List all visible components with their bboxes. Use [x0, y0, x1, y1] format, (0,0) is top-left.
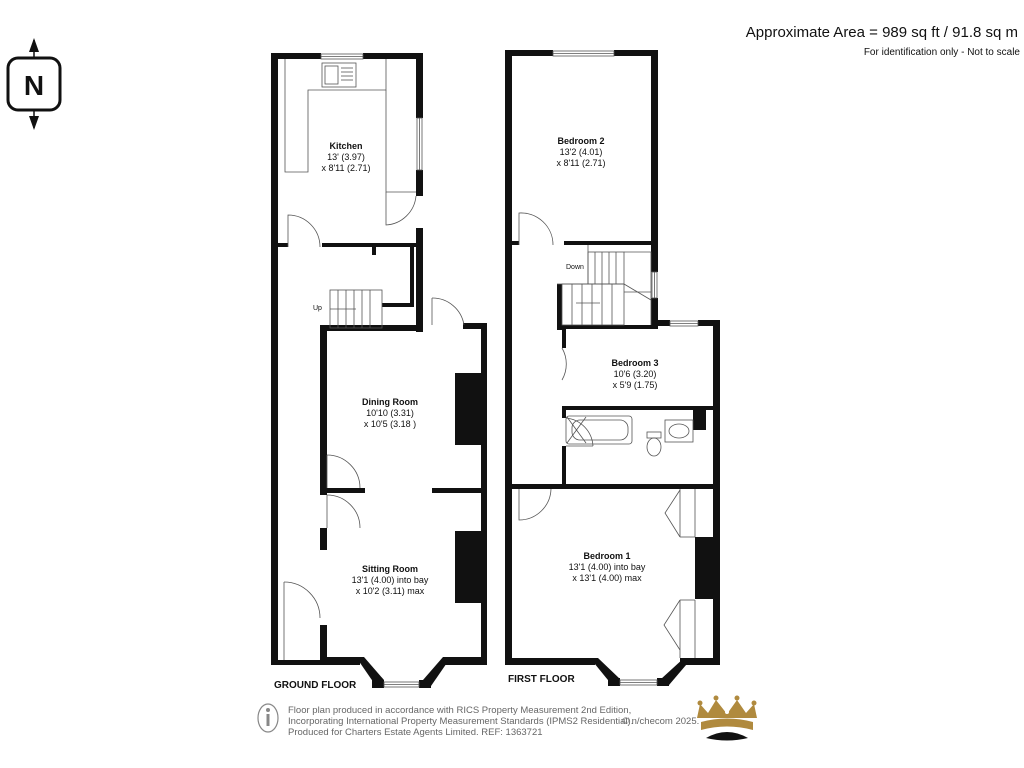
room-name: Dining Room	[362, 397, 418, 407]
ground-floor-label: GROUND FLOOR	[274, 680, 357, 691]
room-dimension: 10'10 (3.31)	[366, 408, 414, 418]
room-label-bedroom-3	[611, 358, 658, 391]
first-floor-fittings	[519, 51, 698, 685]
info-person-icon	[258, 704, 278, 732]
scale-disclaimer: For identification only - Not to scale	[863, 47, 1020, 58]
footer-line: Produced for Charters Estate Agents Limited. REF: 1363721	[288, 727, 543, 738]
room-name: Sitting Room	[362, 564, 418, 574]
north-arrow-icon	[8, 38, 60, 130]
room-dimension: x 8'11 (2.71)	[556, 158, 606, 168]
first-floor-label: FIRST FLOOR	[508, 674, 575, 685]
room-name: Kitchen	[329, 141, 363, 151]
footer-line: Floor plan produced in accordance with RICS Property Measurement 2nd Edition,	[288, 705, 632, 716]
footer-line: Incorporating International Property Measurement Standards (IPMS2 Residential).	[288, 716, 634, 727]
up-stairs-label: Up	[313, 305, 322, 312]
compass-letter: N	[23, 70, 45, 101]
room-label-kitchen	[321, 141, 370, 174]
room-dimension: x 10'2 (3.11) max	[355, 586, 425, 596]
room-label-bedroom-2	[556, 136, 605, 169]
footer-copyright: © n/checom 2025.	[622, 716, 700, 727]
room-dimension: 13'1 (4.00) into bay	[351, 575, 429, 585]
room-dimension: 13'1 (4.00) into bay	[568, 562, 646, 572]
room-label-sitting-room	[352, 564, 429, 597]
room-dimension: 13' (3.97)	[327, 152, 365, 162]
area-title: Approximate Area = 989 sq ft / 91.8 sq m	[745, 24, 1018, 41]
crown-logo-icon	[697, 696, 757, 741]
room-name: Bedroom 3	[611, 358, 659, 368]
room-dimension: x 8'11 (2.71)	[321, 163, 371, 173]
room-name: Bedroom 1	[583, 551, 631, 561]
room-label-bedroom-1	[569, 551, 646, 584]
room-label-dining-room	[362, 397, 418, 430]
room-dimension: 13'2 (4.01)	[559, 147, 603, 157]
down-stairs-label: Down	[566, 264, 584, 271]
room-name: Bedroom 2	[557, 136, 605, 146]
footer-notes	[288, 705, 633, 738]
room-dimension: x 13'1 (4.00) max	[572, 573, 642, 583]
room-dimension: x 10'5 (3.18 )	[363, 419, 417, 429]
room-dimension: 10'6 (3.20)	[613, 369, 657, 379]
room-dimension: x 5'9 (1.75)	[612, 380, 658, 390]
